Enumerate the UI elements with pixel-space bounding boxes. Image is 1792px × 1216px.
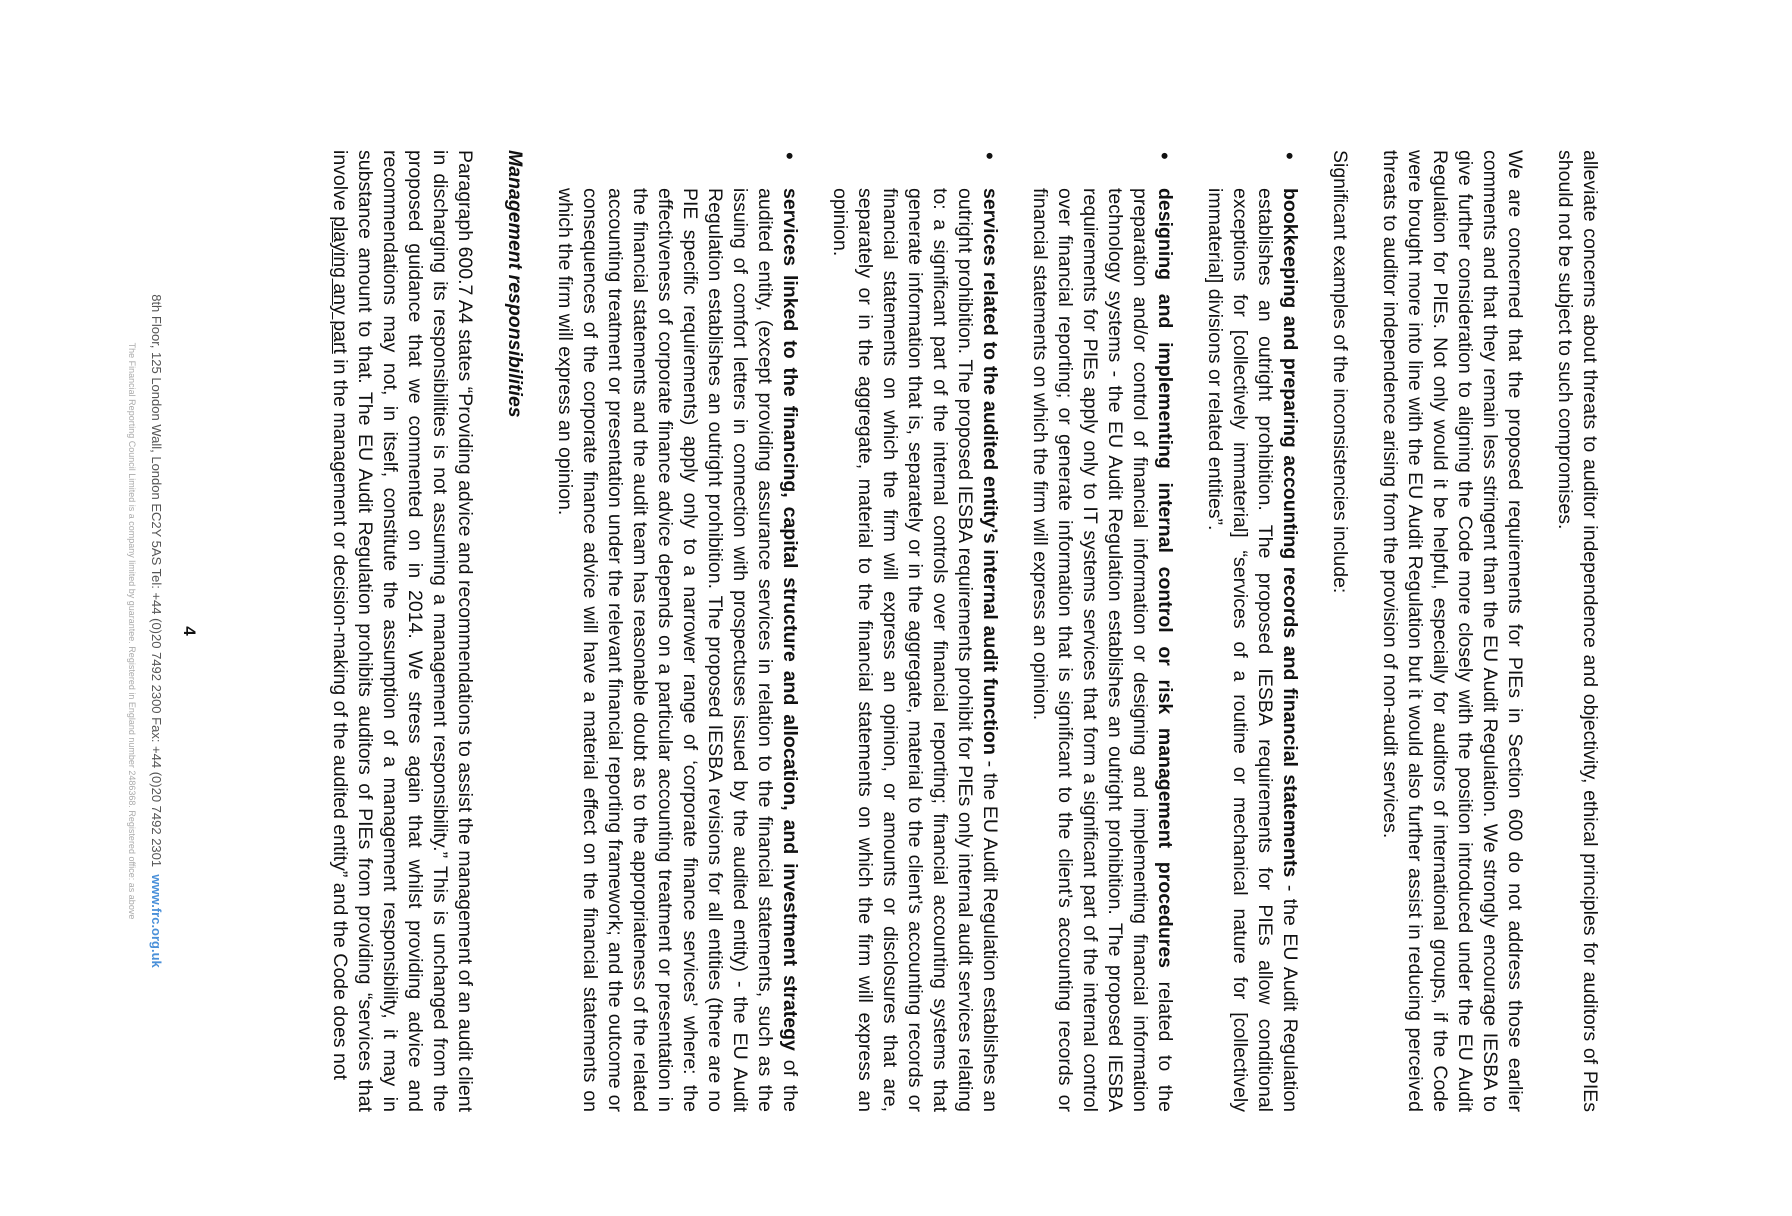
- bullet-heading: bookkeeping and preparing accounting records and financial statements: [1279, 188, 1301, 878]
- footer: [119, 150, 202, 1112]
- list-item: [827, 188, 1002, 1112]
- underlined-text: playing any part: [329, 216, 351, 354]
- registration-note: The Financial Reporting Council Limited is a company limited by guarantee. Registered in England number 2486368. Registered office: as above: [127, 342, 137, 920]
- paragraph: We are concerned that the proposed requirements for PIEs in Section 600 do not address those earlier comments and that they remain less stringent than the EU Audit Regulation. We strongly encourage IESBA to give further consideration to aligning the Code more closely with the position introduced under the EU Audit Regulation for PIEs. Not only would it be helpful, especially for auditors of international groups, if the Code were brought more into line with the EU Audit Regulation but it would also further assist in reducing perceived threats to auditor independence arising from the provision of non-audit services.: [1379, 150, 1526, 1112]
- list-item: [1027, 188, 1177, 1112]
- bullet-text: of the audited entity, (except providing assurance services in relation to the financial statements, such as the issuing of comfort letters in connection with prospectuses issued by the audited entity) - the EU Audit Regulation establishes an outright prohibition. The proposed IESBA revisions for all entities (there are no PIE specific requirements) apply only to a narrower range of ‘corporate finance services’ where: the effectiveness of corporate finance advice depends on a particular accounting treatment or presentation in the financial statements and the audit team has reasonable doubt as to the appropriateness of the related accounting treatment or presentation under the relevant financial reporting framework; and the outcome or consequences of the corporate finance advice will have a material effect on the financial statements on which the firm will express an opinion.: [554, 188, 801, 1112]
- bullet-text: - the EU Audit Regulation establishes an outright prohibition. The proposed IESBA requirements for PIEs allow conditional exceptions for [collectively immaterial] “services of a routine or mechanical nature for [collectively immaterial] divisions or related entities”.: [1204, 188, 1301, 1112]
- bullet-heading: services linked to the financing, capital structure and allocation, and investment strategy: [779, 188, 801, 1051]
- inconsistency-list: [552, 150, 1302, 1112]
- paragraph: alleviate concerns about threats to auditor independence and objectivity, ethical principles for auditors of PIEs should not be subject to such compromises.: [1554, 150, 1601, 1112]
- bullet-heading: designing and implementing internal control or risk management procedures: [1154, 188, 1176, 969]
- text: Paragraph 600.7 A4 states “Providing advice and recommendations to assist the management of an audit client in discharging its responsibilities is not assuming a management responsibility.” This is unchanged from the proposed guidance that we commented on in 2014. We stress again that whilst providing advice and recommendations may not, in itself, constitute the assumption of a management responsibility, it may in substance amount to that. The EU Audit Regulation prohibits auditors of PIEs from providing “services that involve: [329, 150, 476, 1112]
- page-number: 4: [180, 626, 199, 636]
- paragraph: Significant examples of the inconsistencies include:: [1329, 150, 1351, 594]
- bullet-text: related to the preparation and/or control of financial information or designing and implementing financial information technology systems - the EU Audit Regulation establishes an outright prohibition. The proposed IESBA requirements for PIEs apply only to IT systems services that form a significant part of the internal control over financial reporting; or generate information that is significant to the client’s accounting records or financial statements on which the firm will express an opinion.: [1029, 188, 1176, 1112]
- text: in the management or decision-making of the audited entity” and the Code does not: [329, 353, 351, 1081]
- document-body: [327, 150, 1602, 1112]
- list-item: [552, 188, 802, 1112]
- paragraph: [327, 150, 477, 1112]
- bullet-text: - the EU Audit Regulation establishes an outright prohibition. The proposed IESBA requirements prohibit for PIEs only internal audit services relating to: a significant part of the internal controls over financial reporting; financial accounting systems that generate information that is, separately or in the aggregate, material to the client’s accounting records or financial statements on which the firm will express an opinion, or amounts or disclosures that are, separately or in the aggregate, material to the financial statements on which the firm will express an opinion.: [829, 188, 1001, 1112]
- website-link[interactable]: www.frc.org.uk: [149, 874, 164, 968]
- bullet-heading: services related to the audited entity’s internal audit function: [979, 188, 1001, 755]
- list-item: [1202, 188, 1302, 1112]
- address-line: [144, 150, 169, 1112]
- section-heading: Management responsibilities: [504, 150, 526, 418]
- address: 8th Floor, 125 London Wall, London EC2Y 5AS Tel: +44 (0)20 7492 2300 Fax: +44 (0)20 7492 2301: [149, 294, 164, 868]
